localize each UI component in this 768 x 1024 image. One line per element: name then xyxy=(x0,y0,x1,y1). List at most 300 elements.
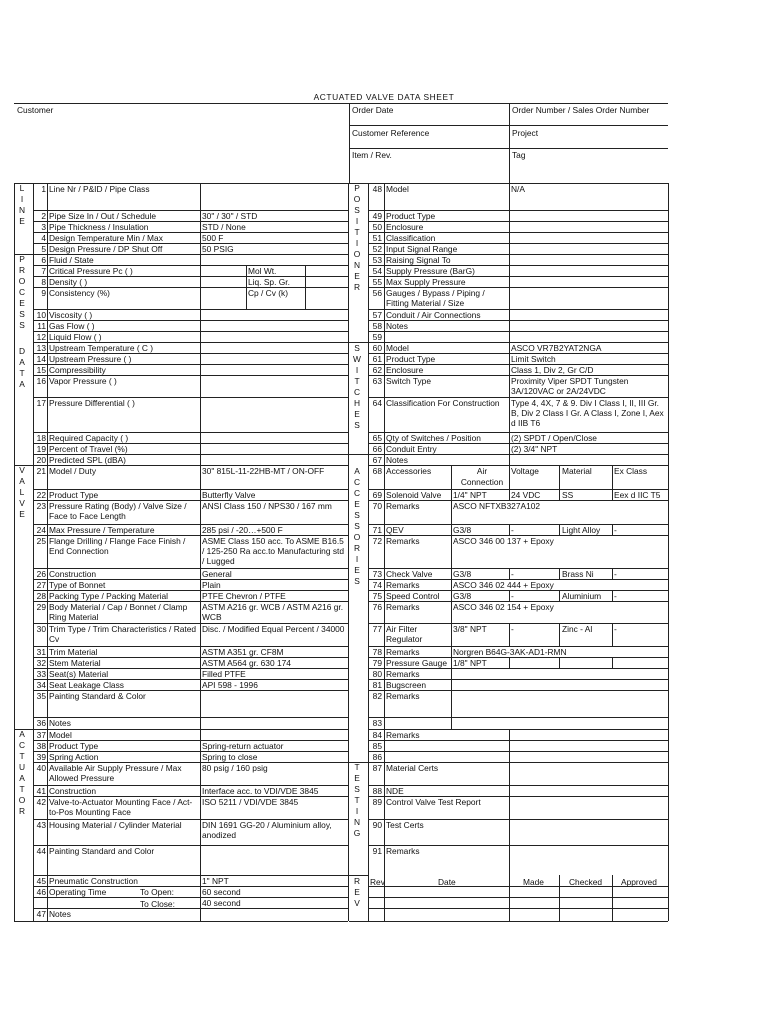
row-label: Input Signal Range xyxy=(386,244,458,254)
row-number: 58 xyxy=(372,321,382,331)
accessories-column-rule xyxy=(509,465,510,500)
block-actuator: A C T U A T O R xyxy=(18,729,26,816)
material-value: SS xyxy=(562,490,574,500)
row-number: 8 xyxy=(41,277,46,287)
air-connection-value: G3/8 xyxy=(453,569,472,579)
air-connection-value: 1/8" NPT xyxy=(453,658,487,668)
ex-class-value: - xyxy=(614,569,617,579)
block-accessories: A C C E S S O R I E S xyxy=(353,466,361,586)
row-label: Pressure Differential ( ) xyxy=(49,398,135,408)
value-column-rule xyxy=(509,183,510,465)
row-number: 61 xyxy=(372,354,382,364)
row-label: Design Temperature Min / Max xyxy=(49,233,163,243)
row-number: 67 xyxy=(372,455,382,465)
row-label: Supply Pressure (BarG) xyxy=(386,266,475,276)
row-number: 77 xyxy=(372,624,382,634)
row-number: 47 xyxy=(36,909,46,919)
row-number: 29 xyxy=(36,602,46,612)
row-number: 68 xyxy=(372,466,382,476)
row-label: Switch Type xyxy=(386,376,431,386)
row-value: Plain xyxy=(202,580,221,590)
rev-row-rule xyxy=(368,908,668,909)
row-label: Remarks xyxy=(386,669,420,679)
row-label: Seat Leakage Class xyxy=(49,680,124,690)
project-label: Project xyxy=(512,128,539,138)
row-number: 54 xyxy=(372,266,382,276)
row-label: Critical Pressure Pc ( ) xyxy=(49,266,133,276)
row-number: 7 xyxy=(41,266,46,276)
row-label: Test Certs xyxy=(386,820,424,830)
row-label: Enclosure xyxy=(386,365,424,375)
label-column-rule xyxy=(47,183,48,921)
row-value: General xyxy=(202,569,232,579)
row-number: 13 xyxy=(36,343,46,353)
row-value: Spring-return actuator xyxy=(202,741,284,751)
checked-header: Checked xyxy=(569,877,603,887)
table-bottom-rule xyxy=(349,921,668,922)
row-number: 65 xyxy=(372,433,382,443)
row-number: 38 xyxy=(36,741,46,751)
material-value: Brass Ni xyxy=(562,569,594,579)
row-number: 63 xyxy=(372,376,382,386)
row-number: 18 xyxy=(36,433,46,443)
row-value: ANSI Class 150 / NPS30 / 167 mm xyxy=(202,501,332,511)
row-value: ASTM A216 gr. WCB / ASTM A216 gr. WCB xyxy=(202,602,344,622)
sub-column-rule xyxy=(305,265,306,309)
row-value: 30" / 30" / STD xyxy=(202,211,258,221)
row-number: 90 xyxy=(372,820,382,830)
row-label: Model xyxy=(386,343,409,353)
row-number: 10 xyxy=(36,310,46,320)
ex-class-value: - xyxy=(614,525,617,535)
block-data: D A T A xyxy=(18,346,26,389)
row-label: Viscosity ( ) xyxy=(49,310,93,320)
material-header: Material xyxy=(562,466,592,476)
document-title: ACTUATED VALVE DATA SHEET xyxy=(313,92,455,102)
block-switches: S W I T C H E S xyxy=(353,343,361,430)
row-label: Control Valve Test Report xyxy=(386,797,481,807)
row-number: 4 xyxy=(41,233,46,243)
row-value: ASCO 346 00 137 + Epoxy xyxy=(453,536,554,546)
row-label: Remarks xyxy=(386,602,420,612)
table-row-rule xyxy=(368,331,668,332)
row-number: 5 xyxy=(41,244,46,254)
to-close-label: To Close: xyxy=(140,899,175,909)
order-number-label: Order Number / Sales Order Number xyxy=(512,105,650,115)
header-divider xyxy=(509,103,510,183)
rev-row-rule xyxy=(368,897,668,898)
ex-class-value: Eex d IIC T5 xyxy=(614,490,661,500)
row-number: 36 xyxy=(36,718,46,728)
row-label: Painting Standard & Color xyxy=(49,691,146,701)
rev-column-rule xyxy=(509,875,510,921)
row-label: Line Nr / P&ID / Pipe Class xyxy=(49,184,150,194)
row-label: Pressure Gauge xyxy=(386,658,447,668)
row-number: 45 xyxy=(36,876,46,886)
accessories-column-rule xyxy=(559,524,560,535)
row-number: 17 xyxy=(36,398,46,408)
row-label: Max Pressure / Temperature xyxy=(49,525,155,535)
row-label: Flange Drilling / Flange Face Finish / End Connection xyxy=(49,536,186,556)
row-label: Remarks xyxy=(386,501,420,511)
table-row-rule xyxy=(368,751,668,752)
row-label: Operating Time xyxy=(49,887,107,897)
row-number: 73 xyxy=(372,569,382,579)
row-label: Product Type xyxy=(386,211,436,221)
row-number: 33 xyxy=(36,669,46,679)
row-number: 30 xyxy=(36,624,46,634)
number-column-rule xyxy=(368,183,369,921)
row-number: 20 xyxy=(36,455,46,465)
row-number: 85 xyxy=(372,741,382,751)
row-value: Spring to close xyxy=(202,752,258,762)
row-number: 21 xyxy=(36,466,46,476)
row-label: Construction xyxy=(49,569,97,579)
row-value: 30" 815L-11-22HB-MT / ON-OFF xyxy=(202,466,325,476)
rev-column-rule xyxy=(559,875,560,921)
row-label: Gauges / Bypass / Piping / Fitting Material / Size xyxy=(386,288,485,308)
accessories-column-rule xyxy=(509,657,510,668)
row-number: 87 xyxy=(372,763,382,773)
row-label: Remarks xyxy=(386,691,420,701)
accessories-column-rule xyxy=(559,568,560,579)
material-value: Light Alloy xyxy=(562,525,601,535)
row-number: 53 xyxy=(372,255,382,265)
accessories-column-rule xyxy=(509,568,510,579)
row-label: Air Filter Regulator xyxy=(386,624,423,644)
air-connection-value: G3/8 xyxy=(453,525,472,535)
row-number: 35 xyxy=(36,691,46,701)
block-valve: V A L V E xyxy=(19,465,25,519)
row-label: Bugscreen xyxy=(386,680,427,690)
row-label: Notes xyxy=(49,718,71,728)
row-label: Remarks xyxy=(386,730,420,740)
row-number: 9 xyxy=(41,288,46,298)
row-label: Classification xyxy=(386,233,436,243)
row-number: 71 xyxy=(372,525,382,535)
row-label: Conduit Entry xyxy=(386,444,437,454)
row-label: Pipe Thickness / Insulation xyxy=(49,222,149,232)
row-number: 86 xyxy=(372,752,382,762)
row-value: 285 psi / -20…+500 F xyxy=(202,525,283,535)
row-number: 15 xyxy=(36,365,46,375)
row-value: STD / None xyxy=(202,222,246,232)
row-label: Percent of Travel (%) xyxy=(49,444,128,454)
row-number: 76 xyxy=(372,602,382,612)
row-label: Required Capacity ( ) xyxy=(49,433,129,443)
row-label: Material Certs xyxy=(386,763,439,773)
row-label: Upstream Temperature ( C ) xyxy=(49,343,154,353)
row-label: Notes xyxy=(49,909,71,919)
row-number: 81 xyxy=(372,680,382,690)
row-number: 52 xyxy=(372,244,382,254)
row-value: ASCO 346 02 154 + Epoxy xyxy=(453,602,554,612)
row-number: 25 xyxy=(36,536,46,546)
row-number: 80 xyxy=(372,669,382,679)
row-number: 72 xyxy=(372,536,382,546)
row-number: 51 xyxy=(372,233,382,243)
row-label: Stem Material xyxy=(49,658,101,668)
row-label: Max Supply Pressure xyxy=(386,277,466,287)
row-value: ASCO NFTXB327A102 xyxy=(453,501,541,511)
row-number: 27 xyxy=(36,580,46,590)
row-label: Housing Material / Cylinder Material xyxy=(49,820,182,830)
row-label: Conduit / Air Connections xyxy=(386,310,481,320)
row-number: 1 xyxy=(41,184,46,194)
row-number: 14 xyxy=(36,354,46,364)
row-label: Speed Control xyxy=(386,591,440,601)
accessories-column-rule xyxy=(559,623,560,646)
row-number: 23 xyxy=(36,501,46,511)
row-label: Packing Type / Packing Material xyxy=(49,591,169,601)
block-process: P R O C E S S xyxy=(18,254,26,330)
ex-class-value: - xyxy=(614,591,617,601)
row-number: 40 xyxy=(36,763,46,773)
row-label: Accessories xyxy=(386,466,432,476)
voltage-value: - xyxy=(511,591,514,601)
label-column-rule xyxy=(384,183,385,921)
row-number: 75 xyxy=(372,591,382,601)
header-rule xyxy=(349,125,668,126)
row-number: 34 xyxy=(36,680,46,690)
row-number: 2 xyxy=(41,211,46,221)
row-number: 70 xyxy=(372,501,382,511)
row-number: 74 xyxy=(372,580,382,590)
row-value: ASCO 346 02 444 + Epoxy xyxy=(453,580,554,590)
air-connection-value: G3/8 xyxy=(453,591,472,601)
row-label: Model / Duty xyxy=(49,466,97,476)
row-label: Remarks xyxy=(386,580,420,590)
row-number: 60 xyxy=(372,343,382,353)
air-connection-header: Air Connection xyxy=(460,466,504,487)
ex-class-value: - xyxy=(614,624,617,634)
row-number: 78 xyxy=(372,647,382,657)
row-label: Fluid / State xyxy=(49,255,94,265)
row-number: 59 xyxy=(372,332,382,342)
row-number: 12 xyxy=(36,332,46,342)
voltage-header: Voltage xyxy=(511,466,539,476)
row-value: DIN 1691 GG-20 / Aluminium alloy, anodized xyxy=(202,820,332,840)
row-label: Pressure Rating (Body) / Valve Size / Face to Face Length xyxy=(49,501,187,521)
block-rev: R E V xyxy=(353,876,361,908)
accessories-column-rule xyxy=(612,524,613,535)
row-value: 40 second xyxy=(202,898,241,908)
accessories-column-rule xyxy=(612,590,613,601)
accessories-column-rule xyxy=(612,568,613,579)
row-label: Trim Type / Trim Characteristics / Rated Cv xyxy=(49,624,197,644)
row-label: Consistency (%) xyxy=(49,288,110,298)
table-right-border xyxy=(348,183,349,921)
row-label: Density ( ) xyxy=(49,277,88,287)
row-label: Classification For Construction xyxy=(386,398,500,408)
tag-label: Tag xyxy=(512,150,526,160)
row-label: Notes xyxy=(386,455,408,465)
row-label: Remarks xyxy=(386,846,420,856)
header-top-rule xyxy=(14,103,668,104)
accessories-column-rule xyxy=(509,524,510,535)
row-label: Model xyxy=(49,730,72,740)
row-label: Type of Bonnet xyxy=(49,580,106,590)
table-row-rule xyxy=(368,717,668,718)
row-number: 6 xyxy=(41,255,46,265)
block-testing: T E S T I N G xyxy=(353,762,361,838)
row-label: Product Type xyxy=(386,354,436,364)
air-connection-value: 3/8" NPT xyxy=(453,624,487,634)
row-number: 31 xyxy=(36,647,46,657)
item-rev-label: Item / Rev. xyxy=(352,150,392,160)
table-right-border xyxy=(668,183,669,921)
row-number: 46 xyxy=(36,887,46,897)
row-label: Check Valve xyxy=(386,569,433,579)
block-line: L I N E xyxy=(18,183,26,226)
row-label: Trim Material xyxy=(49,647,98,657)
row-value: Norgren B64G-3AK-AD1-RMN xyxy=(453,647,567,657)
row-label: Remarks xyxy=(386,536,420,546)
customer-label: Customer xyxy=(17,105,54,115)
row-value: ASCO VR7B2YAT2NGA xyxy=(511,343,602,353)
table-bottom-rule xyxy=(14,921,348,922)
row-value: Type 4, 4X, 7 & 9. Div I Class I, II, III Gr. B, Div 2 Class I Gr. A Class I, Zone I, Aex d IIB T6 xyxy=(511,398,664,428)
header-rule xyxy=(349,148,668,149)
accessories-column-rule xyxy=(509,623,510,646)
to-open-label: To Open: xyxy=(140,887,174,897)
row-label: Pneumatic Construction xyxy=(49,876,138,886)
row-label: Predicted SPL (dBA) xyxy=(49,455,126,465)
accessories-column-rule xyxy=(612,657,613,668)
row-label: Vapor Pressure ( ) xyxy=(49,376,117,386)
row-number: 19 xyxy=(36,444,46,454)
row-label: Available Air Supply Pressure / Max Allowed Pressure xyxy=(49,763,182,783)
ex-class-header: Ex Class xyxy=(614,466,648,476)
row-number: 28 xyxy=(36,591,46,601)
row-number: 57 xyxy=(372,310,382,320)
value-column-rule xyxy=(509,729,510,875)
row-value: ISO 5211 / VDI/VDE 3845 xyxy=(202,797,299,807)
row-number: 44 xyxy=(36,846,46,856)
row-value: ASME Class 150 acc. To ASME B16.5 / 125-250 Ra acc.to Manufacturing std / Lugged xyxy=(202,536,344,566)
material-value: Zinc - Al xyxy=(562,624,593,634)
row-value: PTFE Chevron / PTFE xyxy=(202,591,286,601)
row-value: Filled PTFE xyxy=(202,669,246,679)
accessories-column-rule xyxy=(509,590,510,601)
accessories-column-rule xyxy=(559,657,560,668)
row-label: Qty of Switches / Position xyxy=(386,433,481,443)
row-number: 41 xyxy=(36,786,46,796)
row-number: 3 xyxy=(41,222,46,232)
row-value: 500 F xyxy=(202,233,224,243)
accessories-column-rule xyxy=(612,465,613,500)
row-value: API 598 - 1996 xyxy=(202,680,258,690)
row-number: 39 xyxy=(36,752,46,762)
air-connection-value: 1/4" NPT xyxy=(453,490,487,500)
row-number: 89 xyxy=(372,797,382,807)
row-number: 55 xyxy=(372,277,382,287)
row-label: Upstream Pressure ( ) xyxy=(49,354,132,364)
row-label: Enclosure xyxy=(386,222,424,232)
accessories-column-rule xyxy=(612,623,613,646)
made-header: Made xyxy=(523,877,544,887)
voltage-value: - xyxy=(511,525,514,535)
row-number: 91 xyxy=(372,846,382,856)
row-number: 50 xyxy=(372,222,382,232)
row-value: ASTM A351 gr. CF8M xyxy=(202,647,284,657)
row-number: 83 xyxy=(372,718,382,728)
row-value: (2) SPDT / Open/Close xyxy=(511,433,597,443)
sub-column-rule xyxy=(246,265,247,309)
accessories-column-rule xyxy=(451,465,452,729)
header-divider xyxy=(349,103,350,183)
voltage-value: 24 VDC xyxy=(511,490,541,500)
row-value: Disc. / Modified Equal Percent / 34000 xyxy=(202,624,345,634)
row-label: QEV xyxy=(386,525,404,535)
row-number: 62 xyxy=(372,365,382,375)
table-row-rule xyxy=(368,740,668,741)
row-label: Seat(s) Material xyxy=(49,669,109,679)
row-number: 64 xyxy=(372,398,382,408)
value-column-rule xyxy=(200,183,201,921)
row-number: 22 xyxy=(36,490,46,500)
row-label: Solenoid Valve xyxy=(386,490,442,500)
rev-header: Rev xyxy=(370,877,385,887)
row-number: 88 xyxy=(372,786,382,796)
row-number: 49 xyxy=(372,211,382,221)
customer-reference-label: Customer Reference xyxy=(352,128,430,138)
row-value: (2) 3/4" NPT xyxy=(511,444,558,454)
row-label: Painting Standard and Color xyxy=(49,846,155,856)
order-date-label: Order Date xyxy=(352,105,394,115)
date-header: Date xyxy=(438,877,456,887)
row-number: 84 xyxy=(372,730,382,740)
row-label: Design Pressure / DP Shut Off xyxy=(49,244,163,254)
voltage-value: - xyxy=(511,569,514,579)
row-value: 60 second xyxy=(202,887,241,897)
accessories-column-rule xyxy=(559,590,560,601)
approved-header: Approved xyxy=(621,877,657,887)
row-value: 80 psig / 160 psig xyxy=(202,763,268,773)
row-label: Gas Flow ( ) xyxy=(49,321,95,331)
voltage-value: - xyxy=(511,624,514,634)
row-value: 1" NPT xyxy=(202,876,229,886)
row-label: Spring Action xyxy=(49,752,99,762)
row-value: Proximity Viper SPDT Tungsten 3A/120VAC or 2A/24VDC xyxy=(511,376,629,396)
row-value: Limit Switch xyxy=(511,354,556,364)
row-label: NDE xyxy=(386,786,404,796)
row-number: 43 xyxy=(36,820,46,830)
row-label: Body Material / Cap / Bonnet / Clamp Ring Material xyxy=(49,602,188,622)
row-value: ASTM A564 gr. 630 174 xyxy=(202,658,291,668)
row-number: 32 xyxy=(36,658,46,668)
row-number: 26 xyxy=(36,569,46,579)
row-number: 48 xyxy=(372,184,382,194)
row-label: Model xyxy=(386,184,409,194)
liq-sp-gr-label: Liq. Sp. Gr. xyxy=(248,277,290,287)
row-number: 11 xyxy=(37,321,46,331)
cp-cv-label: Cp / Cv (k) xyxy=(248,288,289,298)
row-label: Raising Signal To xyxy=(386,255,451,265)
row-value: Interface acc. to VDI/VDE 3845 xyxy=(202,786,319,796)
block-positioner: P O S I T I O N E R xyxy=(353,183,361,292)
material-value: Aluminium xyxy=(562,591,602,601)
row-label: Product Type xyxy=(49,741,99,751)
row-label: Pipe Size In / Out / Schedule xyxy=(49,211,157,221)
mol-wt-label: Mol Wt. xyxy=(248,266,277,276)
row-number: 16 xyxy=(36,376,46,386)
row-number: 24 xyxy=(36,525,46,535)
row-number: 79 xyxy=(372,658,382,668)
row-number: 69 xyxy=(372,490,382,500)
row-number: 56 xyxy=(372,288,382,298)
row-value: Class 1, Div 2, Gr C/D xyxy=(511,365,594,375)
